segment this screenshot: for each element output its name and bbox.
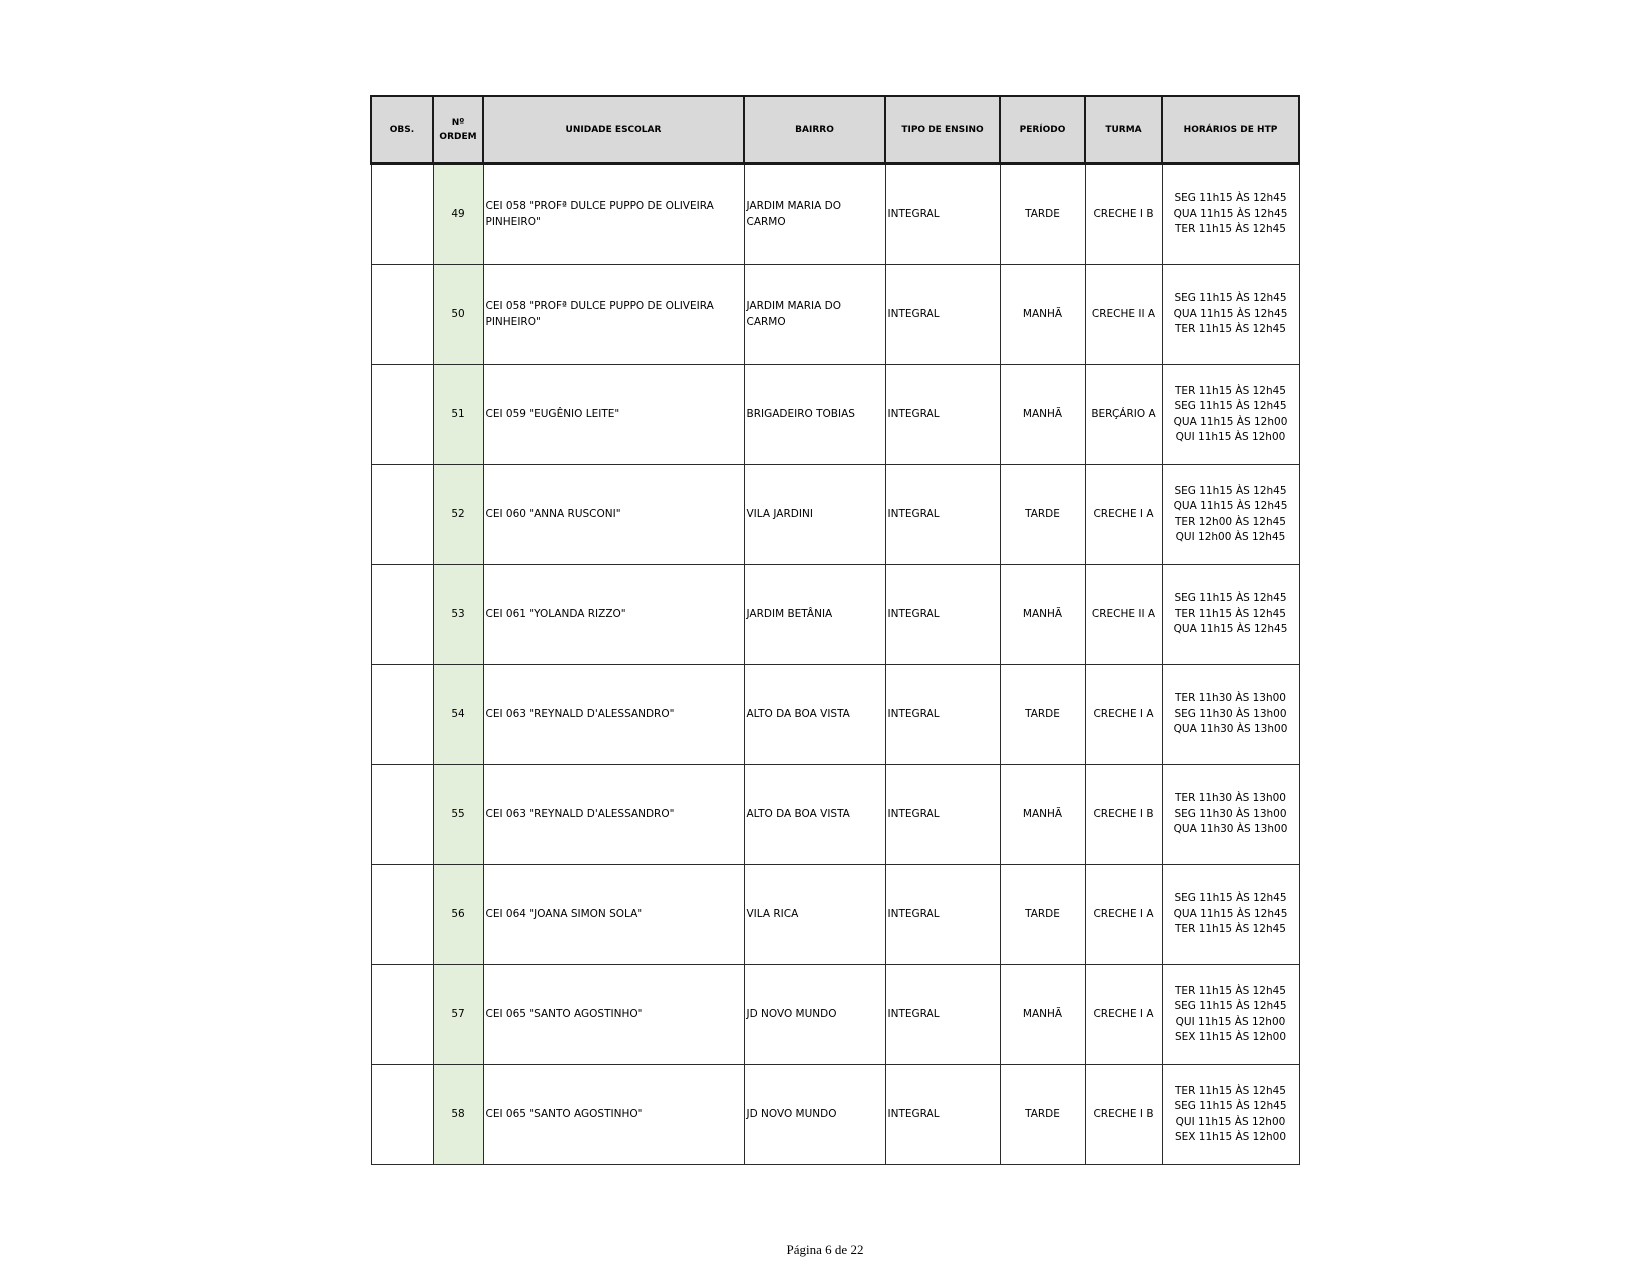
cell-obs xyxy=(371,665,433,765)
cell-ordem: 49 xyxy=(433,164,483,265)
cell-ordem: 56 xyxy=(433,865,483,965)
cell-obs xyxy=(371,765,433,865)
cell-unidade-escolar: CEI 065 "SANTO AGOSTINHO" xyxy=(483,965,744,1065)
header-periodo: PERÍODO xyxy=(1000,96,1085,164)
cell-turma: CRECHE I A xyxy=(1085,865,1162,965)
cell-unidade-escolar: CEI 065 "SANTO AGOSTINHO" xyxy=(483,1065,744,1165)
cell-ordem: 50 xyxy=(433,265,483,365)
header-ordem-line2: ORDEM xyxy=(439,131,477,142)
table-row xyxy=(371,765,1299,865)
cell-bairro: ALTO DA BOA VISTA xyxy=(744,765,885,865)
cell-horarios-htp: TER 11h15 ÀS 12h45 SEG 11h15 ÀS 12h45 QUA 11h15 ÀS 12h00 QUI 11h15 ÀS 12h00 xyxy=(1162,365,1299,465)
cell-bairro: ALTO DA BOA VISTA xyxy=(744,665,885,765)
cell-obs xyxy=(371,365,433,465)
table-row xyxy=(371,164,1299,265)
cell-periodo: TARDE xyxy=(1000,164,1085,265)
cell-obs xyxy=(371,1065,433,1165)
cell-ordem: 55 xyxy=(433,765,483,865)
cell-horarios-htp: TER 11h15 ÀS 12h45 SEG 11h15 ÀS 12h45 QUI 11h15 ÀS 12h00 SEX 11h15 ÀS 12h00 xyxy=(1162,1065,1299,1165)
cell-tipo-de-ensino: INTEGRAL xyxy=(885,965,1000,1065)
header-tipo-de-ensino: TIPO DE ENSINO xyxy=(885,96,1000,164)
header-horarios-htp: HORÁRIOS DE HTP xyxy=(1162,96,1299,164)
cell-unidade-escolar: CEI 063 "REYNALD D'ALESSANDRO" xyxy=(483,765,744,865)
cell-ordem: 54 xyxy=(433,665,483,765)
header-ordem xyxy=(433,96,483,164)
table-header-row xyxy=(371,96,1299,164)
schedule-table-container xyxy=(370,95,1300,1165)
table-row xyxy=(371,965,1299,1065)
cell-bairro: JARDIM MARIA DO CARMO xyxy=(744,265,885,365)
header-turma: TURMA xyxy=(1085,96,1162,164)
cell-periodo: MANHÃ xyxy=(1000,965,1085,1065)
cell-turma: CRECHE I A xyxy=(1085,965,1162,1065)
table-row xyxy=(371,1065,1299,1165)
cell-unidade-escolar: CEI 063 "REYNALD D'ALESSANDRO" xyxy=(483,665,744,765)
header-bairro: BAIRRO xyxy=(744,96,885,164)
cell-unidade-escolar: CEI 061 "YOLANDA RIZZO" xyxy=(483,565,744,665)
cell-turma: BERÇÁRIO A xyxy=(1085,365,1162,465)
table-row xyxy=(371,865,1299,965)
cell-periodo: TARDE xyxy=(1000,465,1085,565)
cell-periodo: MANHÃ xyxy=(1000,265,1085,365)
cell-bairro: JARDIM BETÂNIA xyxy=(744,565,885,665)
cell-obs xyxy=(371,164,433,265)
cell-periodo: MANHÃ xyxy=(1000,765,1085,865)
table-row xyxy=(371,665,1299,765)
cell-obs xyxy=(371,865,433,965)
cell-bairro: JARDIM MARIA DO CARMO xyxy=(744,164,885,265)
cell-horarios-htp: SEG 11h15 ÀS 12h45 TER 11h15 ÀS 12h45 QUA 11h15 ÀS 12h45 xyxy=(1162,565,1299,665)
cell-ordem: 58 xyxy=(433,1065,483,1165)
htp-schedule-table xyxy=(370,95,1300,1165)
cell-ordem: 57 xyxy=(433,965,483,1065)
header-ordem-line1: Nº xyxy=(451,117,465,128)
table-row xyxy=(371,265,1299,365)
cell-tipo-de-ensino: INTEGRAL xyxy=(885,665,1000,765)
cell-periodo: TARDE xyxy=(1000,1065,1085,1165)
cell-turma: CRECHE I B xyxy=(1085,1065,1162,1165)
cell-unidade-escolar: CEI 064 "JOANA SIMON SOLA" xyxy=(483,865,744,965)
cell-turma: CRECHE I A xyxy=(1085,665,1162,765)
cell-horarios-htp: SEG 11h15 ÀS 12h45 QUA 11h15 ÀS 12h45 TER 11h15 ÀS 12h45 xyxy=(1162,865,1299,965)
cell-horarios-htp: SEG 11h15 ÀS 12h45 QUA 11h15 ÀS 12h45 TER 12h00 ÀS 12h45 QUI 12h00 ÀS 12h45 xyxy=(1162,465,1299,565)
cell-turma: CRECHE I B xyxy=(1085,765,1162,865)
cell-unidade-escolar: CEI 058 "PROFª DULCE PUPPO DE OLIVEIRA PINHEIRO" xyxy=(483,164,744,265)
cell-ordem: 53 xyxy=(433,565,483,665)
cell-obs xyxy=(371,565,433,665)
cell-ordem: 51 xyxy=(433,365,483,465)
cell-tipo-de-ensino: INTEGRAL xyxy=(885,1065,1000,1165)
header-obs: OBS. xyxy=(371,96,433,164)
cell-bairro: JD NOVO MUNDO xyxy=(744,1065,885,1165)
cell-obs xyxy=(371,265,433,365)
cell-turma: CRECHE II A xyxy=(1085,265,1162,365)
cell-turma: CRECHE I B xyxy=(1085,164,1162,265)
cell-unidade-escolar: CEI 059 "EUGÊNIO LEITE" xyxy=(483,365,744,465)
header-unidade-escolar: UNIDADE ESCOLAR xyxy=(483,96,744,164)
cell-tipo-de-ensino: INTEGRAL xyxy=(885,365,1000,465)
cell-tipo-de-ensino: INTEGRAL xyxy=(885,265,1000,365)
table-row xyxy=(371,465,1299,565)
cell-horarios-htp: TER 11h30 ÀS 13h00 SEG 11h30 ÀS 13h00 QUA 11h30 ÀS 13h00 xyxy=(1162,665,1299,765)
cell-horarios-htp: TER 11h15 ÀS 12h45 SEG 11h15 ÀS 12h45 QUI 11h15 ÀS 12h00 SEX 11h15 ÀS 12h00 xyxy=(1162,965,1299,1065)
page-number-footer: Página 6 de 22 xyxy=(786,1242,864,1257)
cell-bairro: VILA RICA xyxy=(744,865,885,965)
table-row xyxy=(371,365,1299,465)
cell-obs xyxy=(371,965,433,1065)
cell-periodo: MANHÃ xyxy=(1000,365,1085,465)
cell-obs xyxy=(371,465,433,565)
cell-turma: CRECHE I A xyxy=(1085,465,1162,565)
cell-tipo-de-ensino: INTEGRAL xyxy=(885,765,1000,865)
cell-horarios-htp: SEG 11h15 ÀS 12h45 QUA 11h15 ÀS 12h45 TER 11h15 ÀS 12h45 xyxy=(1162,164,1299,265)
table-row xyxy=(371,565,1299,665)
cell-tipo-de-ensino: INTEGRAL xyxy=(885,865,1000,965)
cell-periodo: TARDE xyxy=(1000,865,1085,965)
cell-ordem: 52 xyxy=(433,465,483,565)
cell-tipo-de-ensino: INTEGRAL xyxy=(885,164,1000,265)
cell-tipo-de-ensino: INTEGRAL xyxy=(885,465,1000,565)
cell-bairro: BRIGADEIRO TOBIAS xyxy=(744,365,885,465)
cell-unidade-escolar: CEI 060 "ANNA RUSCONI" xyxy=(483,465,744,565)
cell-tipo-de-ensino: INTEGRAL xyxy=(885,565,1000,665)
cell-unidade-escolar: CEI 058 "PROFª DULCE PUPPO DE OLIVEIRA PINHEIRO" xyxy=(483,265,744,365)
cell-horarios-htp: TER 11h30 ÀS 13h00 SEG 11h30 ÀS 13h00 QUA 11h30 ÀS 13h00 xyxy=(1162,765,1299,865)
cell-periodo: MANHÃ xyxy=(1000,565,1085,665)
cell-bairro: VILA JARDINI xyxy=(744,465,885,565)
cell-periodo: TARDE xyxy=(1000,665,1085,765)
cell-bairro: JD NOVO MUNDO xyxy=(744,965,885,1065)
cell-turma: CRECHE II A xyxy=(1085,565,1162,665)
cell-horarios-htp: SEG 11h15 ÀS 12h45 QUA 11h15 ÀS 12h45 TER 11h15 ÀS 12h45 xyxy=(1162,265,1299,365)
